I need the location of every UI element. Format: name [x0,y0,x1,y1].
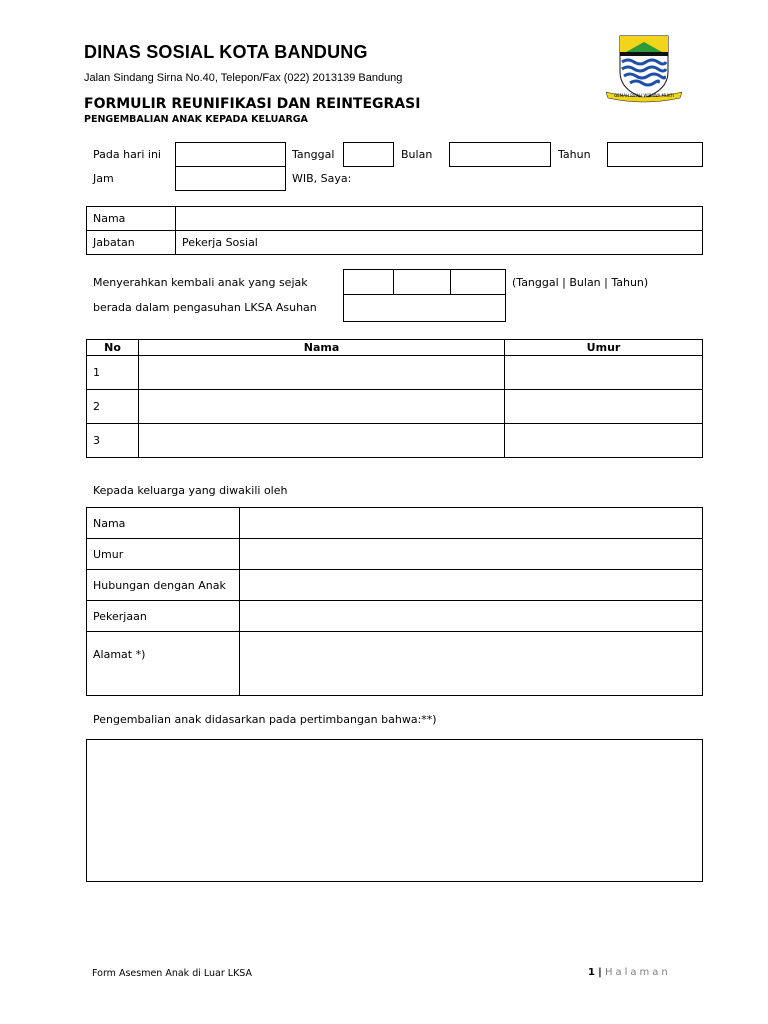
family-intro: Kepada keluarga yang diwakili oleh [93,484,288,497]
child-nama-field[interactable] [139,390,505,424]
family-pekerjaan-label: Pekerjaan [87,601,240,632]
family-pekerjaan-field[interactable] [240,601,703,632]
children-table [86,339,703,458]
table-row [87,424,703,458]
child-umur-field[interactable] [505,356,703,390]
bandung-city-logo [604,32,684,104]
date-format-hint: (Tanggal | Bulan | Tahun) [512,276,649,289]
handover-line2: berada dalam pengasuhan LKSA Asuhan [93,301,317,314]
sejak-tahun-input[interactable] [450,269,506,295]
column-header-nama: Nama [139,340,505,356]
page-word: Halaman [605,967,671,978]
table-row [87,601,703,632]
table-header-row [87,340,703,356]
table-row [87,207,703,231]
child-no: 3 [87,424,139,458]
child-nama-field[interactable] [139,356,505,390]
family-hubungan-label: Hubungan dengan Anak [87,570,240,601]
column-header-umur: Umur [505,340,703,356]
wib-saya-label: WIB, Saya: [292,172,352,185]
consideration-label: Pengembalian anak didasarkan pada pertimbangan bahwa:**) [93,713,437,726]
org-name: DINAS SOSIAL KOTA BANDUNG [84,42,368,62]
footer-form-name: Form Asesmen Anak di Luar LKSA [92,968,253,979]
table-row [87,356,703,390]
table-row [87,570,703,601]
table-row [87,632,703,696]
pada-hari-ini-label: Pada hari ini [93,148,161,161]
officer-nama-field[interactable] [176,207,703,231]
family-umur-field[interactable] [240,539,703,570]
child-umur-field[interactable] [505,424,703,458]
family-umur-label: Umur [87,539,240,570]
handover-line1: Menyerahkan kembali anak yang sejak [93,276,308,289]
form-title: FORMULIR REUNIFIKASI DAN REINTEGRASI [84,96,421,112]
family-hubungan-field[interactable] [240,570,703,601]
child-no: 1 [87,356,139,390]
family-alamat-field[interactable] [240,632,703,696]
bulan-input[interactable] [449,142,551,167]
bulan-label: Bulan [401,148,433,161]
family-table [86,507,703,696]
form-subtitle: PENGEMBALIAN ANAK KEPADA KELUARGA [84,114,308,125]
logo-motto: GEMAH RIPAH WIBAWA MUKTI [614,93,674,98]
officer-nama-label: Nama [87,207,176,231]
page-number: 1 [588,967,595,978]
table-row [87,231,703,255]
tanggal-label: Tanggal [292,148,335,161]
child-no: 2 [87,390,139,424]
footer-page-info [588,967,671,978]
table-row [87,390,703,424]
org-address: Jalan Sindang Sirna No.40, Telepon/Fax (022) 2013139 Bandung [84,72,403,84]
family-nama-label: Nama [87,508,240,539]
officer-table [86,206,703,255]
tahun-input[interactable] [607,142,703,167]
child-umur-field[interactable] [505,390,703,424]
tahun-label: Tahun [558,148,591,161]
sejak-tanggal-input[interactable] [343,269,394,295]
lksa-asuhan-input[interactable] [343,294,506,322]
page-separator: | [598,967,602,978]
hari-input[interactable] [175,142,286,167]
officer-jabatan-field[interactable]: Pekerja Sosial [176,231,703,255]
column-header-no: No [87,340,139,356]
jam-input[interactable] [175,166,286,191]
jam-label: Jam [93,172,114,185]
consideration-textarea[interactable] [86,739,703,882]
family-nama-field[interactable] [240,508,703,539]
sejak-bulan-input[interactable] [393,269,451,295]
table-row [87,508,703,539]
tanggal-input[interactable] [343,142,394,167]
table-row [87,539,703,570]
child-nama-field[interactable] [139,424,505,458]
officer-jabatan-label: Jabatan [87,231,176,255]
family-alamat-label: Alamat *) [87,632,240,696]
